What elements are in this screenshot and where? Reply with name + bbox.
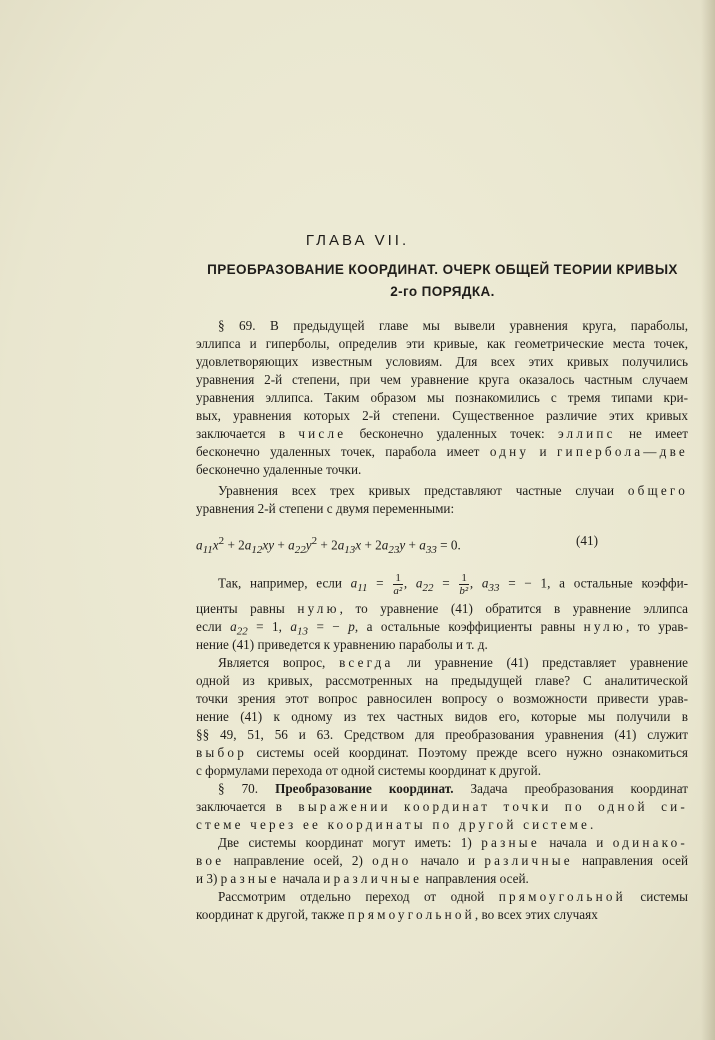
text-run: направление осей, 2) [224, 853, 373, 868]
text-line [196, 817, 688, 833]
text-line [196, 336, 688, 352]
text-run: = 1, [247, 619, 291, 634]
chapter-title: ГЛАВА VII. [305, 232, 410, 249]
text-run: + 2 [361, 537, 382, 553]
math-symbol: x [212, 537, 219, 553]
math-symbol: x [355, 537, 362, 553]
text-line [196, 655, 688, 671]
text-run: бесконечно удаленных точек: [346, 426, 558, 441]
text-line [196, 462, 688, 478]
text-run: , [469, 575, 482, 591]
emphasis-spaced: одно [372, 853, 412, 868]
text-line [196, 907, 688, 923]
text-line [196, 709, 688, 725]
equation-number: (41) [576, 533, 598, 548]
text-run: нение (41) к одному из тех частных видов его, которые мы получили в [196, 709, 688, 724]
text-run: + [405, 537, 420, 553]
text-run: Задача преобразования координат [453, 781, 688, 796]
math-symbol: a [337, 537, 345, 553]
math-subscript: 22 [422, 582, 434, 595]
text-run: направления осей [572, 853, 689, 868]
math-symbol: a [230, 619, 237, 634]
text-run: координат к другой, также [196, 907, 348, 922]
text-line [196, 745, 688, 761]
emphasis-spaced: одну [489, 444, 530, 459]
text-line [196, 483, 688, 499]
math-symbol: a [419, 537, 426, 553]
math-symbol: a [350, 575, 358, 591]
emphasis-spaced: всегда [339, 655, 394, 670]
emphasis-spaced: одинако- [612, 835, 688, 850]
text-line [196, 799, 688, 815]
section-title: Преобразование координат. [275, 781, 454, 796]
text-run: бесконечно удаленных точек, парабола имеет [196, 444, 490, 459]
math-superscript: 2 [218, 535, 225, 547]
text-run: системы осей координат. Поэтому прежде всего нужно ознакомиться [246, 745, 688, 760]
text-run: + [274, 537, 289, 553]
emphasis-spaced: общего [627, 483, 688, 498]
text-line [196, 318, 688, 334]
emphasis-spaced: выбор [196, 745, 247, 760]
text-run: начала и [539, 835, 613, 850]
math-subscript: 23 [388, 544, 400, 557]
text-run: не имеет [615, 426, 688, 441]
text-run: удовлетворяющих известным условиям. Для всех этих кривых получились [196, 354, 688, 369]
text-run: начало и [411, 853, 485, 868]
fraction-numerator: 1 [461, 572, 467, 584]
text-run: уравнения эллипса. Таким образом мы познакомились с тремя типами кри- [196, 390, 688, 405]
text-line [196, 889, 688, 905]
text-run: + 2 [317, 537, 338, 553]
chapter-heading-line-1: ПРЕОБРАЗОВАНИЕ КООРДИНАТ. ОЧЕРК ОБЩЕЙ ТЕОРИИ КРИВЫХ [207, 262, 678, 277]
text-line [196, 390, 688, 406]
text-line [196, 372, 688, 388]
equation-body [196, 533, 461, 558]
text-run: заключается в [196, 426, 299, 441]
text-line [196, 426, 688, 442]
text-run: ли уравнение (41) представляет уравнение [393, 655, 689, 670]
math-symbol: a [196, 537, 203, 553]
text-run: заключается [196, 799, 276, 814]
math-symbol: a [481, 575, 489, 591]
text-run: вых, уравнения которых 2-й степени. Существенное различие этих кривых [196, 408, 688, 423]
text-run: уравнения 2-й степени с двумя переменными: [196, 501, 455, 516]
math-symbol: a [244, 537, 252, 553]
emphasis-spaced: стеме через ее координаты по другой системе. [196, 817, 597, 832]
text-run: = [433, 575, 459, 591]
text-run: нение (41) приведется к уравнению параболы и т. д. [196, 637, 488, 652]
math-fraction [393, 572, 403, 597]
text-run: , во всех этих случаях [474, 907, 598, 922]
text-run: если [196, 619, 231, 634]
text-line [196, 871, 688, 887]
text-line [196, 673, 688, 689]
emphasis-spaced: различные [484, 853, 573, 868]
text-run: и 3) [196, 871, 221, 886]
text-run: § 70. [218, 781, 276, 796]
math-subscript: 33 [488, 582, 500, 595]
text-run: точки зрения этот вопрос равносилен вопросу о возможности привести урав- [196, 691, 688, 706]
math-subscript: 11 [202, 544, 213, 557]
text-run: Так, например, если [218, 575, 351, 591]
text-run: уравнения 2-й степени, при чем уравнение круга оказалось частным случаем [196, 372, 688, 387]
text-run: , то урав- [625, 619, 689, 634]
text-line [196, 763, 688, 779]
text-run: §§ 49, 51, 56 и 63. Средством для преобразования уравнения (41) служит [196, 727, 688, 742]
emphasis-spaced: разные [481, 835, 540, 850]
text-line [196, 835, 688, 851]
text-line [196, 572, 688, 597]
text-run: Две системы координат могут иметь: 1) [218, 835, 482, 850]
chapter-heading-line-2: 2-го ПОРЯДКА. [390, 284, 495, 299]
emphasis-spaced: прямоугольной [347, 907, 475, 922]
text-run: бесконечно удаленные точки. [196, 462, 362, 477]
text-run: = − [308, 619, 349, 634]
math-subscript: 11 [357, 582, 368, 595]
math-subscript: 33 [425, 544, 437, 557]
text-run: одной из кривых, рассмотренных на предыдущей главе? С аналитической [196, 673, 688, 688]
text-line [196, 354, 688, 370]
emphasis-spaced: нулю [297, 601, 340, 616]
text-line [196, 408, 688, 424]
math-symbol: xy [262, 537, 275, 553]
text-run: , то уравнение (41) обратится в уравнение эллипса [339, 601, 689, 616]
math-fraction [459, 572, 469, 597]
text-run: = − 1, а остальные коэффи- [499, 575, 689, 591]
math-symbol: y [305, 537, 312, 553]
math-subscript: 22 [236, 625, 248, 638]
text-run: направления осей. [422, 871, 529, 886]
math-symbol: a [381, 537, 389, 553]
emphasis-spaced: различные [333, 871, 423, 886]
math-subscript: 22 [294, 544, 306, 557]
emphasis-spaced: прямоугольной [498, 889, 626, 904]
fraction-numerator: 1 [395, 572, 401, 584]
fraction-denominator: a² [393, 585, 403, 597]
text-run: = [367, 575, 393, 591]
emphasis-spaced: в выражении координат точки по одной си- [275, 799, 688, 814]
text-run: циенты равны [196, 601, 298, 616]
text-run: § 69. В предыдущей главе мы вывели уравнения круга, параболы, [218, 318, 688, 333]
text-run: Является вопрос, [218, 655, 340, 670]
text-run: с формулами перехода от одной системы координат к другой. [196, 763, 542, 778]
text-run: начала и [279, 871, 334, 886]
text-run: = 0. [436, 537, 461, 553]
text-line [196, 601, 688, 617]
text-run: системы [625, 889, 688, 904]
math-symbol: a [290, 619, 297, 634]
text-run: Уравнения всех трех кривых представляют частные случаи [218, 483, 628, 498]
page-edge-shadow [701, 0, 715, 1040]
math-symbol: a [288, 537, 295, 553]
emphasis-spaced: числе [298, 426, 347, 441]
emphasis-spaced: эллипс [557, 426, 616, 441]
math-subscript: 12 [251, 544, 263, 557]
text-run: , [403, 575, 416, 591]
emphasis-spaced: разные [220, 871, 280, 886]
math-superscript: 2 [311, 535, 318, 547]
math-symbol: y [399, 537, 406, 553]
text-line [196, 637, 688, 653]
text-line [196, 727, 688, 743]
fraction-denominator: b² [459, 585, 469, 597]
math-subscript: 13 [344, 544, 356, 557]
text-line [196, 691, 688, 707]
text-line [196, 501, 688, 517]
emphasis-spaced: нулю [583, 619, 626, 634]
math-symbol: a [415, 575, 423, 591]
emphasis-spaced: вое [196, 853, 225, 868]
math-subscript: 13 [297, 625, 308, 638]
text-line [196, 781, 688, 797]
text-run: Рассмотрим отдельно переход от одной [218, 889, 499, 904]
text-run: и [529, 444, 557, 459]
math-symbol: p [348, 619, 355, 634]
text-run: + 2 [224, 537, 245, 553]
text-line [196, 444, 688, 460]
text-run: эллипса и гиперболы, определив эти кривые, как геометрические места точек, [196, 336, 688, 351]
text-line [196, 853, 688, 869]
emphasis-spaced: гипербола—две [556, 444, 688, 459]
text-run: , а остальные коэффициенты равны [354, 619, 584, 634]
